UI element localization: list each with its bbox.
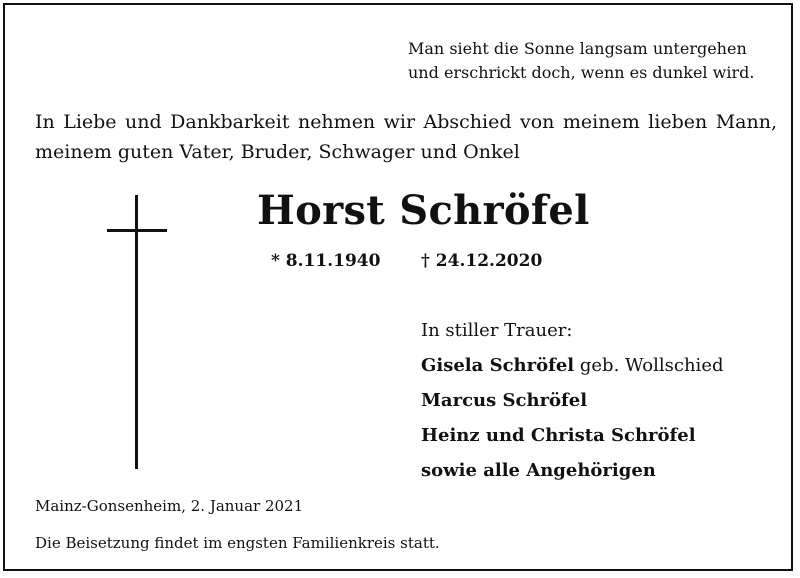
intro-line-2: Mann, meinem guten Vater, Bruder, Schwager und Onkel xyxy=(35,111,777,163)
poem-line-2: und erschrickt doch, wenn es dunkel wird. xyxy=(408,63,755,82)
place-date: Mainz-Gonsenheim, 2. Januar 2021 xyxy=(35,497,304,515)
deceased-name: Horst Schröfel xyxy=(257,187,590,234)
mourner-spouse xyxy=(421,348,724,383)
spouse-name: Gisela Schröfel xyxy=(421,355,575,376)
poem-quote xyxy=(408,37,788,85)
burial-notice: Die Beisetzung findet im engsten Familienkreis statt. xyxy=(35,534,440,552)
obituary-frame xyxy=(3,3,793,571)
cross-vertical-bar xyxy=(135,195,138,469)
death-date: † 24.12.2020 xyxy=(421,251,543,271)
intro-text xyxy=(35,107,777,167)
mourner-son: Marcus Schröfel xyxy=(421,390,588,411)
spouse-maiden-name: geb. Wollschied xyxy=(579,355,724,376)
mourner-relatives: Heinz und Christa Schröfel xyxy=(421,425,696,446)
birth-date: * 8.11.1940 xyxy=(271,251,381,271)
mourners-list xyxy=(421,313,724,488)
poem-line-1: Man sieht die Sonne langsam untergehen xyxy=(408,39,747,58)
intro-line-1: In Liebe und Dankbarkeit nehmen wir Abschied von meinem lieben xyxy=(35,111,708,133)
cross-horizontal-bar xyxy=(107,229,167,232)
mourner-others: sowie alle Angehörigen xyxy=(421,460,656,481)
mourning-heading: In stiller Trauer: xyxy=(421,320,573,341)
